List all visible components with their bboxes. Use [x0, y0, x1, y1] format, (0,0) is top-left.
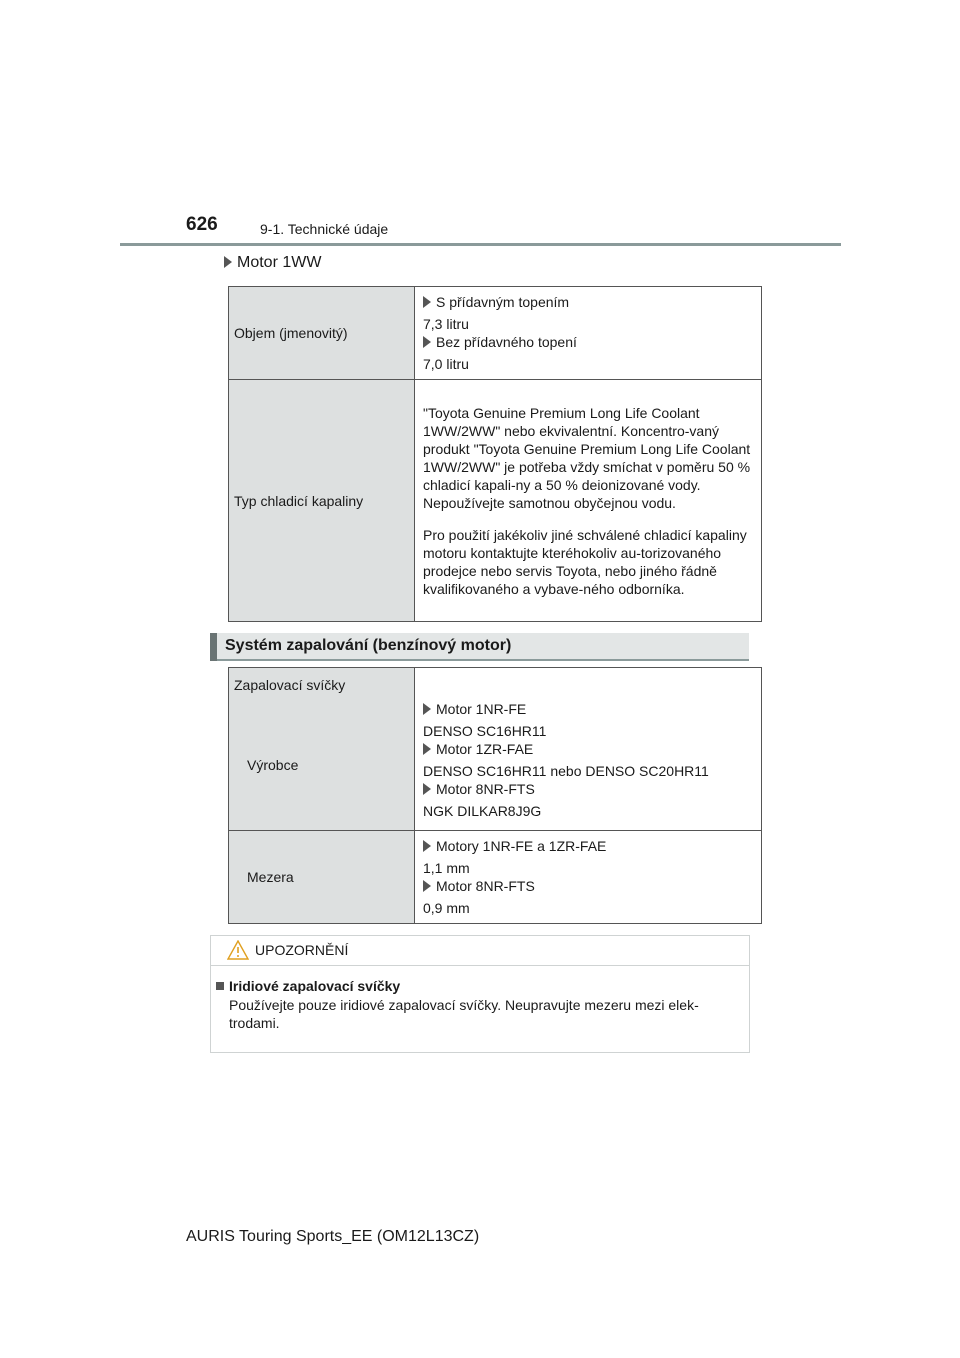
- manufacturer-engine: Motor 8NR-FTS: [436, 781, 535, 797]
- triangle-bullet-icon: [224, 256, 232, 268]
- manufacturer-engine: Motor 1NR-FE: [436, 701, 527, 717]
- manufacturer-label: Výrobce: [247, 757, 299, 773]
- coolant-type-paragraph: Pro použití jakékoliv jiné schválené chladicí kapaliny motoru kontaktujte kteréhokoliv au-torizovaného prodejce nebo servis Toyota, nebo jiného řádně kvalifikovaného a vybave-ného odborníka.: [423, 526, 747, 597]
- caution-item-title: Iridiové zapalovací svíčky: [229, 978, 401, 994]
- coolant-type-paragraph: "Toyota Genuine Premium Long Life Coolant 1WW/2WW" nebo ekvivalentní. Koncentro-vaný produkt "Toyota Genuine Premium Long Life Coolant 1WW/2WW" je potřeba vždy smíchat v poměru 50 % chladicí kapali-ny a 50 % deionizované vody. Nepoužívejte samotnou obyčejnou vodu.: [423, 404, 751, 511]
- manufacturer-values: [415, 668, 762, 831]
- coolant-type-description: [415, 380, 762, 622]
- section-title: 9-1. Technické údaje: [260, 221, 389, 237]
- caution-header: [211, 936, 749, 966]
- triangle-bullet-icon: [423, 336, 431, 348]
- gap-engine: Motor 8NR-FTS: [436, 878, 535, 894]
- triangle-bullet-icon: [423, 840, 431, 852]
- footer-model: AURIS Touring Sports_EE (OM12L13CZ): [186, 1228, 480, 1245]
- square-bullet-icon: [216, 982, 224, 990]
- caution-box: [210, 935, 750, 1053]
- table-row: [229, 668, 762, 831]
- triangle-bullet-icon: [423, 743, 431, 755]
- ignition-heading-text: Systém zapalování (benzínový motor): [225, 637, 512, 654]
- volume-with-heater-value: 7,3 litru: [423, 316, 469, 332]
- volume-without-heater-label: Bez přídavného topení: [436, 334, 577, 350]
- triangle-bullet-icon: [423, 783, 431, 795]
- gap-label: Mezera: [247, 869, 294, 885]
- triangle-bullet-icon: [423, 880, 431, 892]
- manufacturer-engine: Motor 1ZR-FAE: [436, 741, 534, 757]
- header-divider: [120, 243, 841, 246]
- gap-values: [415, 831, 762, 924]
- triangle-bullet-icon: [423, 296, 431, 308]
- gap-value: 0,9 mm: [423, 900, 470, 916]
- manufacturer-value: DENSO SC16HR11 nebo DENSO SC20HR11: [423, 763, 709, 779]
- engine-heading-text: Motor 1WW: [237, 254, 322, 271]
- triangle-bullet-icon: [423, 703, 431, 715]
- table-row: [229, 831, 762, 924]
- ignition-table: [228, 667, 762, 924]
- spark-plug-key: [229, 668, 415, 831]
- table-row: [229, 287, 762, 380]
- volume-values: [415, 287, 762, 380]
- volume-with-heater-label: S přídavným topením: [436, 294, 570, 310]
- caution-item-body: Používejte pouze iridiové zapalovací svíčky. Neupravujte mezeru mezi elek-trodami.: [229, 997, 699, 1031]
- manufacturer-value: DENSO SC16HR11: [423, 723, 547, 739]
- volume-without-heater-value: 7,0 litru: [423, 356, 469, 372]
- section-heading: [210, 633, 749, 661]
- table-row: [229, 380, 762, 622]
- volume-label: Objem (jmenovitý): [229, 287, 415, 380]
- engine-heading: [224, 254, 321, 272]
- gap-key: [229, 831, 415, 924]
- coolant-type-label: Typ chladicí kapaliny: [229, 380, 415, 622]
- caution-label: UPOZORNĚNÍ: [255, 942, 349, 958]
- page-number: 626: [186, 214, 218, 235]
- gap-value: 1,1 mm: [423, 860, 470, 876]
- gap-engine: Motory 1NR-FE a 1ZR-FAE: [436, 838, 607, 854]
- spark-plugs-label: Zapalovací svíčky: [234, 677, 346, 693]
- warning-triangle-icon: [227, 940, 249, 960]
- coolant-table: [228, 286, 762, 622]
- heading-accent-bar: [210, 633, 217, 661]
- manufacturer-value: NGK DILKAR8J9G: [423, 803, 542, 819]
